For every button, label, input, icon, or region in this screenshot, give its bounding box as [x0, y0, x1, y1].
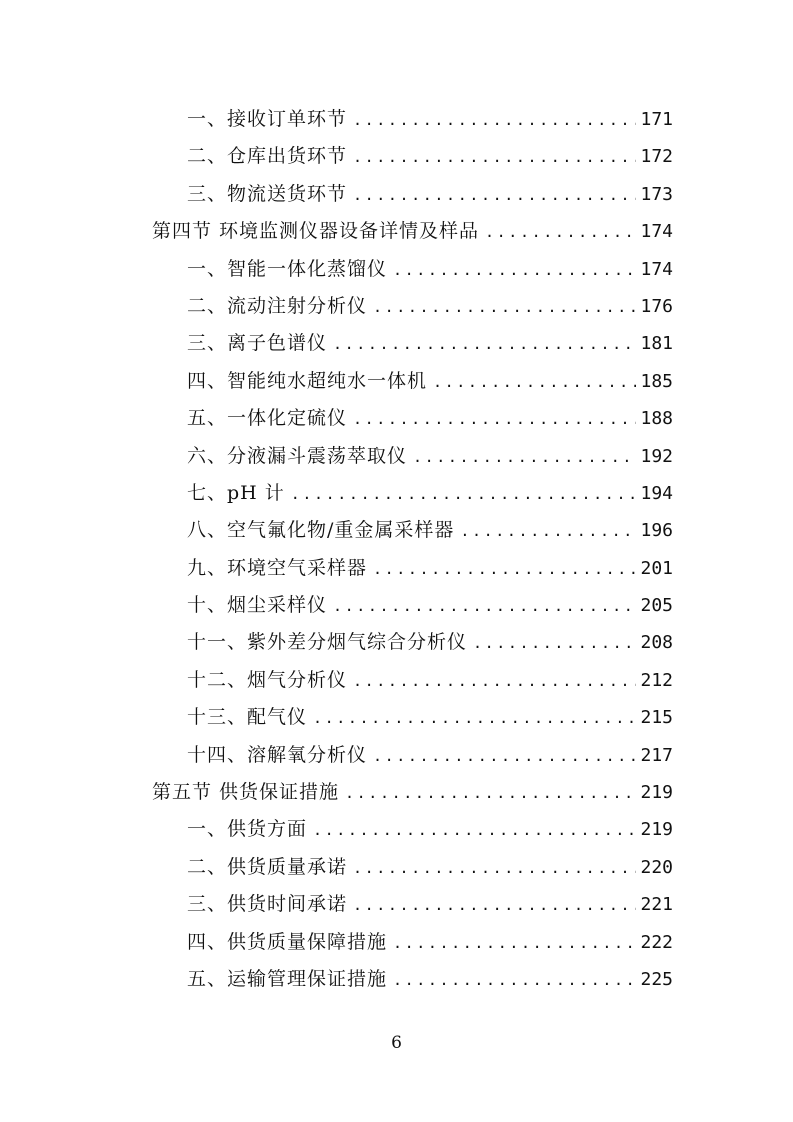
toc-entry-line: [187, 856, 673, 879]
toc-entry-line: [187, 258, 673, 281]
toc-entry-line: [187, 370, 673, 393]
toc-entry-title: 十一、紫外差分烟气综合分析仪: [187, 631, 468, 654]
toc-dot-leader: [473, 632, 636, 654]
toc-dot-leader: [353, 109, 636, 131]
toc-dot-leader: [373, 745, 636, 767]
toc-entry-line: [187, 706, 673, 729]
toc-dot-leader: [353, 857, 636, 879]
toc-entry-line: [187, 931, 673, 954]
toc-entry-line: [187, 893, 673, 916]
toc-dot-leader: [353, 184, 636, 206]
toc-entry-line: [187, 145, 673, 168]
toc-dot-leader: [333, 595, 636, 617]
toc-entry-line: [187, 332, 673, 355]
toc-dot-leader: [393, 259, 636, 281]
toc-section-entry[interactable]: [0, 212, 793, 249]
toc-entry-line: [187, 519, 673, 542]
toc-entry[interactable]: [0, 511, 793, 548]
toc-entry-page: 185: [640, 370, 673, 392]
toc-entry[interactable]: [0, 437, 793, 474]
toc-entry-title: 十二、烟气分析仪: [187, 668, 348, 691]
toc-entry[interactable]: [0, 549, 793, 586]
toc-entry-line: [187, 183, 673, 206]
toc-dot-leader: [333, 333, 636, 355]
toc-entry-title: 八、空气氟化物/重金属采样器: [187, 519, 455, 542]
toc-entry-line: [187, 407, 673, 430]
toc-entry-line: [187, 594, 673, 617]
toc-entry[interactable]: [0, 848, 793, 885]
toc-dot-leader: [393, 969, 636, 991]
toc-entry-page: 205: [640, 595, 673, 617]
toc-entry[interactable]: [0, 324, 793, 361]
toc-entry-page: 220: [640, 856, 673, 878]
toc-entry-title: 三、离子色谱仪: [187, 332, 328, 355]
toc-entry-page: 212: [640, 669, 673, 691]
toc-entry-page: 192: [640, 445, 673, 467]
toc-dot-leader: [353, 894, 636, 916]
toc-entry[interactable]: [0, 175, 793, 212]
toc-section-entry[interactable]: [0, 773, 793, 810]
toc-entry-line: [152, 220, 673, 243]
toc-dot-leader: [373, 296, 636, 318]
toc-entry[interactable]: [0, 399, 793, 436]
toc-entry-title: 十、烟尘采样仪: [187, 594, 328, 617]
toc-entry-line: [187, 669, 673, 692]
toc-dot-leader: [291, 483, 637, 505]
toc-dot-leader: [413, 446, 636, 468]
toc-entry-page: 219: [640, 819, 673, 841]
toc-entry-line: [187, 482, 673, 505]
toc-dot-leader: [313, 819, 636, 841]
toc-entry-line: [187, 631, 673, 654]
toc-entry-title: 二、仓库出货环节: [187, 145, 348, 168]
toc-entry-line: [187, 295, 673, 318]
toc-dot-leader: [313, 707, 636, 729]
toc-entry-page: 221: [640, 894, 673, 916]
toc-entry[interactable]: [0, 960, 793, 997]
toc-entry[interactable]: [0, 698, 793, 735]
toc-entry-page: 172: [640, 146, 673, 168]
toc-entry[interactable]: [0, 923, 793, 960]
toc-entry-title: 三、物流送货环节: [187, 182, 348, 205]
toc-entry[interactable]: [0, 736, 793, 773]
toc-entry-page: 217: [640, 744, 673, 766]
toc-entry-page: 176: [640, 295, 673, 317]
toc-entry[interactable]: [0, 586, 793, 623]
page-number: 6: [391, 1033, 402, 1053]
toc-entry-title: 六、分液漏斗震荡萃取仪: [187, 444, 408, 467]
toc-entry[interactable]: [0, 100, 793, 137]
toc-entry-line: [187, 968, 673, 991]
toc-dot-leader: [353, 408, 636, 430]
toc-entry-title: 第四节 环境监测仪器设备详情及样品: [152, 220, 480, 243]
toc-entry-title: 一、智能一体化蒸馏仪: [187, 257, 388, 280]
toc-entry-page: 173: [640, 183, 673, 205]
toc-entry-title: 四、供货质量保障措施: [187, 930, 388, 953]
toc-entry[interactable]: [0, 362, 793, 399]
toc-entry-page: 174: [640, 258, 673, 280]
toc-dot-leader: [460, 520, 636, 542]
toc-entry-page: 215: [640, 707, 673, 729]
toc-dot-leader: [353, 670, 636, 692]
toc-dot-leader: [393, 932, 636, 954]
toc-entry-page: 188: [640, 408, 673, 430]
toc-dot-leader: [433, 371, 636, 393]
toc-entry-title: 七、pH 计: [187, 481, 285, 504]
toc-entry[interactable]: [0, 137, 793, 174]
toc-entry-page: 181: [640, 333, 673, 355]
toc-entry-line: [152, 781, 673, 804]
toc-entry-page: 174: [640, 221, 673, 243]
toc-entry-title: 一、供货方面: [187, 818, 308, 841]
toc-entry[interactable]: [0, 810, 793, 847]
toc-entry-title: 十四、溶解氧分析仪: [187, 743, 368, 766]
toc-entry-title: 第五节 供货保证措施: [152, 781, 340, 804]
toc-entry-page: 222: [640, 931, 673, 953]
toc-entry-title: 三、供货时间承诺: [187, 893, 348, 916]
toc-entry-title: 十三、配气仪: [187, 706, 308, 729]
toc-entry-title: 四、智能纯水超纯水一体机: [187, 369, 428, 392]
toc-entry-page: 171: [640, 109, 673, 130]
toc-entry-title: 二、流动注射分析仪: [187, 294, 368, 317]
toc-entry-page: 201: [640, 557, 673, 579]
toc-entry[interactable]: [0, 287, 793, 324]
toc-entry-page: 196: [640, 520, 673, 542]
toc-entry-page: 225: [640, 968, 673, 990]
toc-entry-title: 二、供货质量承诺: [187, 855, 348, 878]
toc-entry-line: [187, 818, 673, 841]
toc-entry-title: 九、环境空气采样器: [187, 556, 368, 579]
toc-entry[interactable]: [0, 474, 793, 511]
toc-dot-leader: [353, 146, 636, 168]
toc-entry-line: [187, 108, 673, 131]
toc-dot-leader: [373, 558, 636, 580]
toc-entry[interactable]: [0, 885, 793, 922]
toc-entry-title: 一、接收订单环节: [187, 108, 348, 130]
toc-dot-leader: [345, 782, 636, 804]
toc-entry[interactable]: [0, 661, 793, 698]
toc-entry-line: [187, 557, 673, 580]
toc-entry[interactable]: [0, 623, 793, 660]
toc-entry-line: [187, 445, 673, 468]
toc-dot-leader: [485, 221, 636, 243]
toc-entry-page: 208: [640, 632, 673, 654]
toc-entry-title: 五、一体化定硫仪: [187, 407, 348, 430]
toc-entry-title: 五、运输管理保证措施: [187, 967, 388, 990]
toc-entry-line: [187, 744, 673, 767]
table-of-contents: [0, 100, 793, 997]
toc-entry[interactable]: [0, 250, 793, 287]
toc-entry-page: 219: [640, 782, 673, 804]
toc-entry-page: 194: [640, 482, 673, 504]
